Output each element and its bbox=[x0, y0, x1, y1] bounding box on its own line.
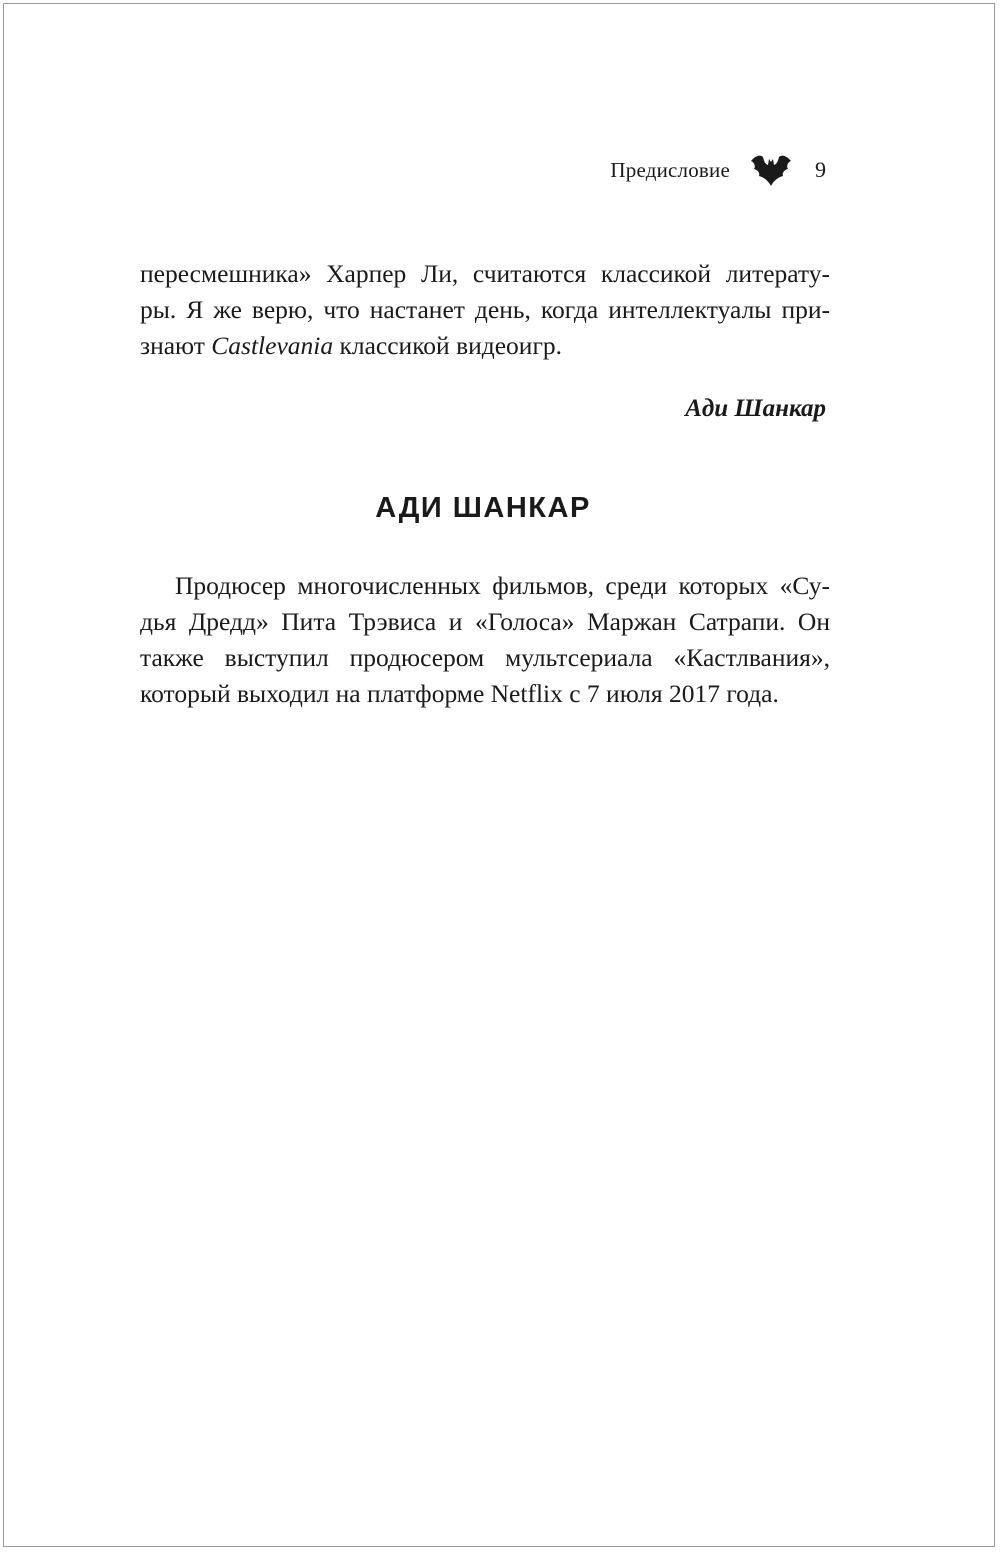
continuation-line-3 bbox=[140, 328, 830, 364]
bat-icon bbox=[750, 153, 792, 187]
header-title: Предисловие bbox=[610, 157, 730, 182]
game-title: Castlevania bbox=[211, 331, 334, 360]
bio-line-2: дья Дредд» Пита Трэвиса и «Голоса» Маржан Сатрапи. Он bbox=[140, 607, 830, 636]
bio-paragraph bbox=[140, 568, 830, 712]
section-heading: АДИ ШАНКАР bbox=[375, 492, 591, 524]
continuation-line-1: пересмешника» Харпер Ли, считаются классикой литерату- bbox=[140, 259, 830, 288]
page-border bbox=[3, 3, 995, 1547]
page-number: 9 bbox=[815, 157, 826, 182]
bio-line-1: Продюсер многочисленных фильмов, среди которых «Су- bbox=[175, 571, 830, 600]
bio-line-4: который выходил на платформе Netflix с 7 июля 2017 года. bbox=[140, 679, 779, 708]
running-header bbox=[500, 150, 826, 190]
line3-start: знают bbox=[140, 331, 212, 360]
continuation-paragraph bbox=[140, 256, 830, 364]
bio-line-3: также выступил продюсером мультсериала «Кастлвания», bbox=[140, 643, 830, 672]
signature: Ади Шанкар bbox=[685, 395, 826, 422]
continuation-line-2: ры. Я же верю, что настанет день, когда интеллектуалы при- bbox=[140, 295, 830, 324]
line3-end: классикой видеоигр. bbox=[333, 331, 563, 360]
